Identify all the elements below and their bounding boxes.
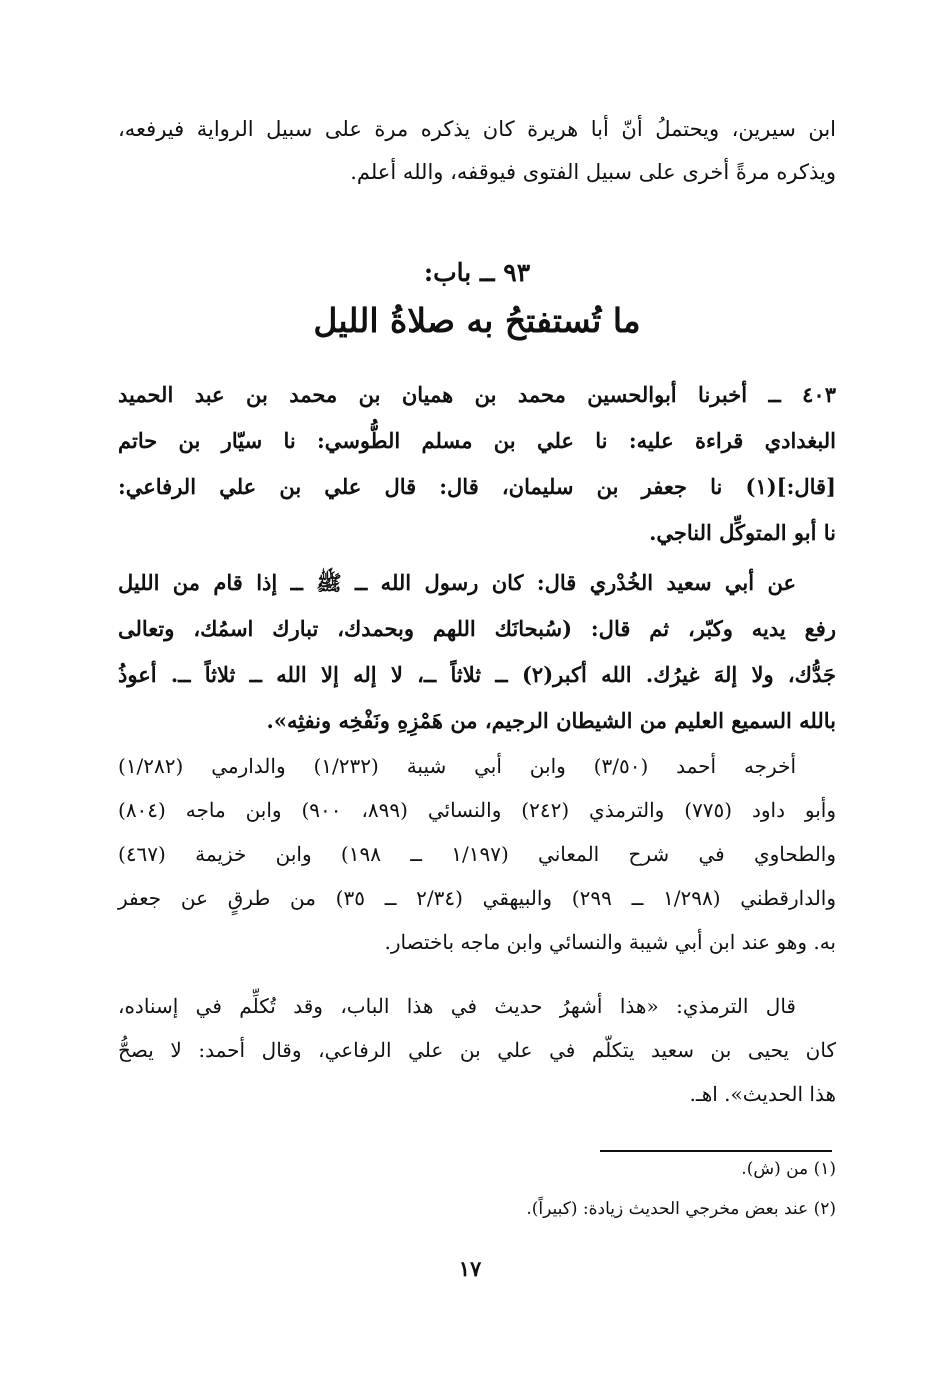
text-line: ابن سيرين، ويحتملُ أنّ أبا هريرة كان يذكره مرة على سبيل الرواية فيرفعه، bbox=[118, 117, 836, 141]
text-line: كان يحيى بن سعيد يتكلّم في علي بن علي الرفاعي، وقال أحمد: لا يصحُّ bbox=[118, 1038, 836, 1062]
footnote-1: (١) من (ش). bbox=[741, 1159, 836, 1179]
text-line: والدارقطني (١/٢٩٨ ــ ٢٩٩) والبيهقي (٢/٣٤ ــ ٣٥) من طرقٍ عن جعفر bbox=[118, 886, 836, 910]
text-line: هذا الحديث». اهـ. bbox=[689, 1082, 836, 1106]
text-line: قال الترمذي: «هذا أشهرُ حديث في هذا الباب، وقد تُكلِّم في إسناده، bbox=[118, 994, 796, 1018]
text-line: وأبو داود (٧٧٥) والترمذي (٢٤٢) والنسائي (٨٩٩، ٩٠٠) وابن ماجه (٨٠٤) bbox=[118, 798, 836, 822]
page-number: ١٧ bbox=[458, 1256, 482, 1281]
footnote-divider bbox=[600, 1150, 832, 1152]
footnote-2: (٢) عند بعض مخرجي الحديث زيادة: (كبيراً). bbox=[526, 1199, 836, 1219]
text-line: نا أبو المتوكِّل الناجي. bbox=[649, 520, 836, 545]
tirmidhi-paragraph bbox=[118, 984, 836, 1116]
text-line: ٤٠٣ ــ أخبرنا أبوالحسين محمد بن هميان بن محمد بن عبد الحميد bbox=[118, 382, 836, 407]
chapter-title: ما تُستفتحُ به صلاةُ الليل bbox=[313, 301, 641, 340]
chapter-number: ٩٣ ــ باب: bbox=[423, 258, 531, 287]
text-line: بالله السميع العليم من الشيطان الرجيم، من هَمْزِهِ ونَفْخِه ونفثِه». bbox=[266, 708, 836, 733]
text-line: رفع يديه وكبّر، ثم قال: (سُبحانَك اللهم وبحمدك، تبارك اسمُك، وتعالى bbox=[118, 616, 836, 641]
text-line: ويذكره مرةً أخرى على سبيل الفتوى فيوقفه، والله أعلم. bbox=[350, 160, 836, 184]
text-line: أخرجه أحمد (٣/٥٠) وابن أبي شيبة (١/٢٣٢) والدارمي (١/٢٨٢) bbox=[118, 754, 797, 778]
isnad-paragraph bbox=[118, 372, 836, 556]
text-line: [قال:](١) نا جعفر بن سليمان، قال: قال علي بن علي الرفاعي: bbox=[118, 474, 836, 499]
text-line: والطحاوي في شرح المعاني (١/١٩٧ ــ ١٩٨) وابن خزيمة (٤٦٧) bbox=[118, 842, 837, 866]
text-line: به. وهو عند ابن أبي شيبة والنسائي وابن ماجه باختصار. bbox=[384, 930, 836, 954]
text-line: البغدادي قراءة عليه: نا علي بن مسلم الطُّوسي: نا سيّار بن حاتم bbox=[118, 428, 836, 453]
intro-paragraph bbox=[118, 108, 836, 194]
text-line: جَدُّك، ولا إلهَ غيرُك. الله أكبر(٢) ــ ثلاثاً ــ، لا إله إلا الله ــ ثلاثاً ــ. أعوذُ bbox=[118, 662, 836, 687]
takhrij-paragraph bbox=[118, 744, 836, 964]
matn-paragraph bbox=[118, 560, 836, 744]
text-line: عن أبي سعيد الخُدْري قال: كان رسول الله ــ ﷺ ــ إذا قام من الليل bbox=[118, 570, 796, 595]
